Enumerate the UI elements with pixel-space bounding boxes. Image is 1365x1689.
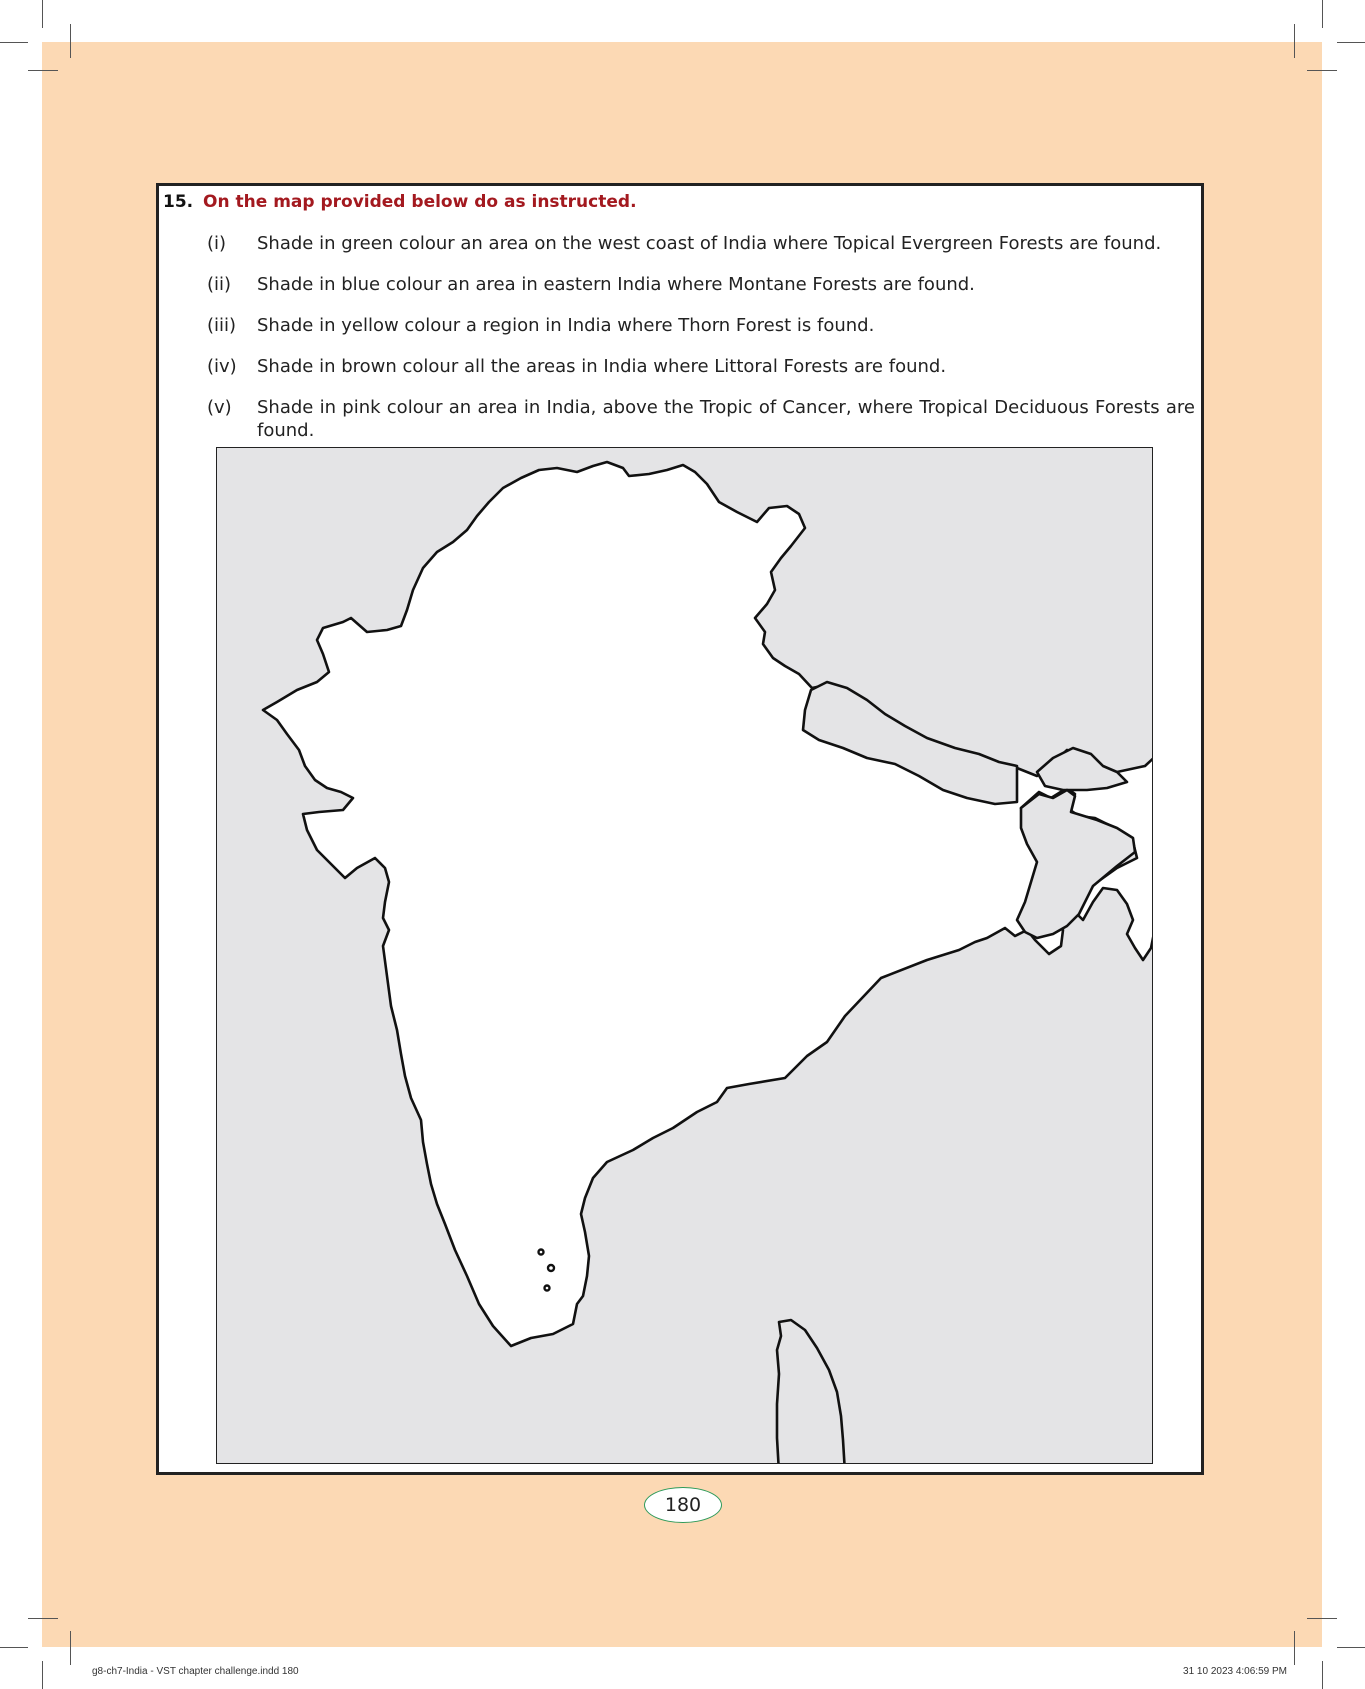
crop-mark — [1307, 1618, 1337, 1619]
india-outline-map — [216, 447, 1153, 1464]
item-text: Shade in pink colour an area in India, above the Tropic of Cancer, where Tropical Deciduous Forests are found. — [257, 397, 1195, 441]
item-text: Shade in blue colour an area in eastern India where Montane Forests are found. — [257, 274, 975, 295]
crop-mark — [1322, 1661, 1323, 1689]
crop-mark — [1337, 1647, 1365, 1648]
item-number: (ii) — [207, 274, 232, 295]
crop-mark — [1294, 1631, 1295, 1665]
item-number: (iv) — [207, 356, 237, 377]
slug-left: g8-ch7-India - VST chapter challenge.indd 180 — [92, 1666, 299, 1677]
item-number: (iii) — [207, 315, 237, 336]
question-box — [156, 183, 1204, 1475]
crop-mark — [70, 1631, 71, 1665]
map-content — [263, 462, 1152, 1463]
crop-mark — [42, 0, 43, 28]
item-text: Shade in brown colour all the areas in India where Littoral Forests are found. — [257, 356, 947, 377]
question-title: On the map provided below do as instructed. — [203, 192, 637, 212]
map-svg — [217, 448, 1152, 1463]
question-number: 15. — [163, 192, 194, 212]
slug-right: 31 10 2023 4:06:59 PM — [1183, 1666, 1287, 1677]
crop-mark — [1307, 70, 1337, 71]
crop-mark — [28, 1618, 58, 1619]
crop-mark — [0, 42, 28, 43]
item-number: (v) — [207, 397, 232, 418]
crop-mark — [1337, 42, 1365, 43]
item-text: Shade in green colour an area on the west coast of India where Topical Evergreen Forests are found. — [257, 233, 1162, 254]
crop-mark — [0, 1647, 28, 1648]
islands-group — [539, 1180, 1153, 1388]
item-number: (i) — [207, 233, 227, 254]
crop-mark — [1294, 24, 1295, 58]
bhutan — [1037, 748, 1127, 790]
crop-mark — [1322, 0, 1323, 28]
question-header — [163, 192, 637, 212]
crop-mark — [28, 70, 58, 71]
crop-mark — [42, 1661, 43, 1689]
sri-lanka — [777, 1320, 845, 1463]
crop-mark — [70, 24, 71, 58]
page-number: 180 — [644, 1487, 722, 1523]
item-text: Shade in yellow colour a region in India where Thorn Forest is found. — [257, 315, 875, 336]
india-mainland — [263, 462, 1152, 1346]
